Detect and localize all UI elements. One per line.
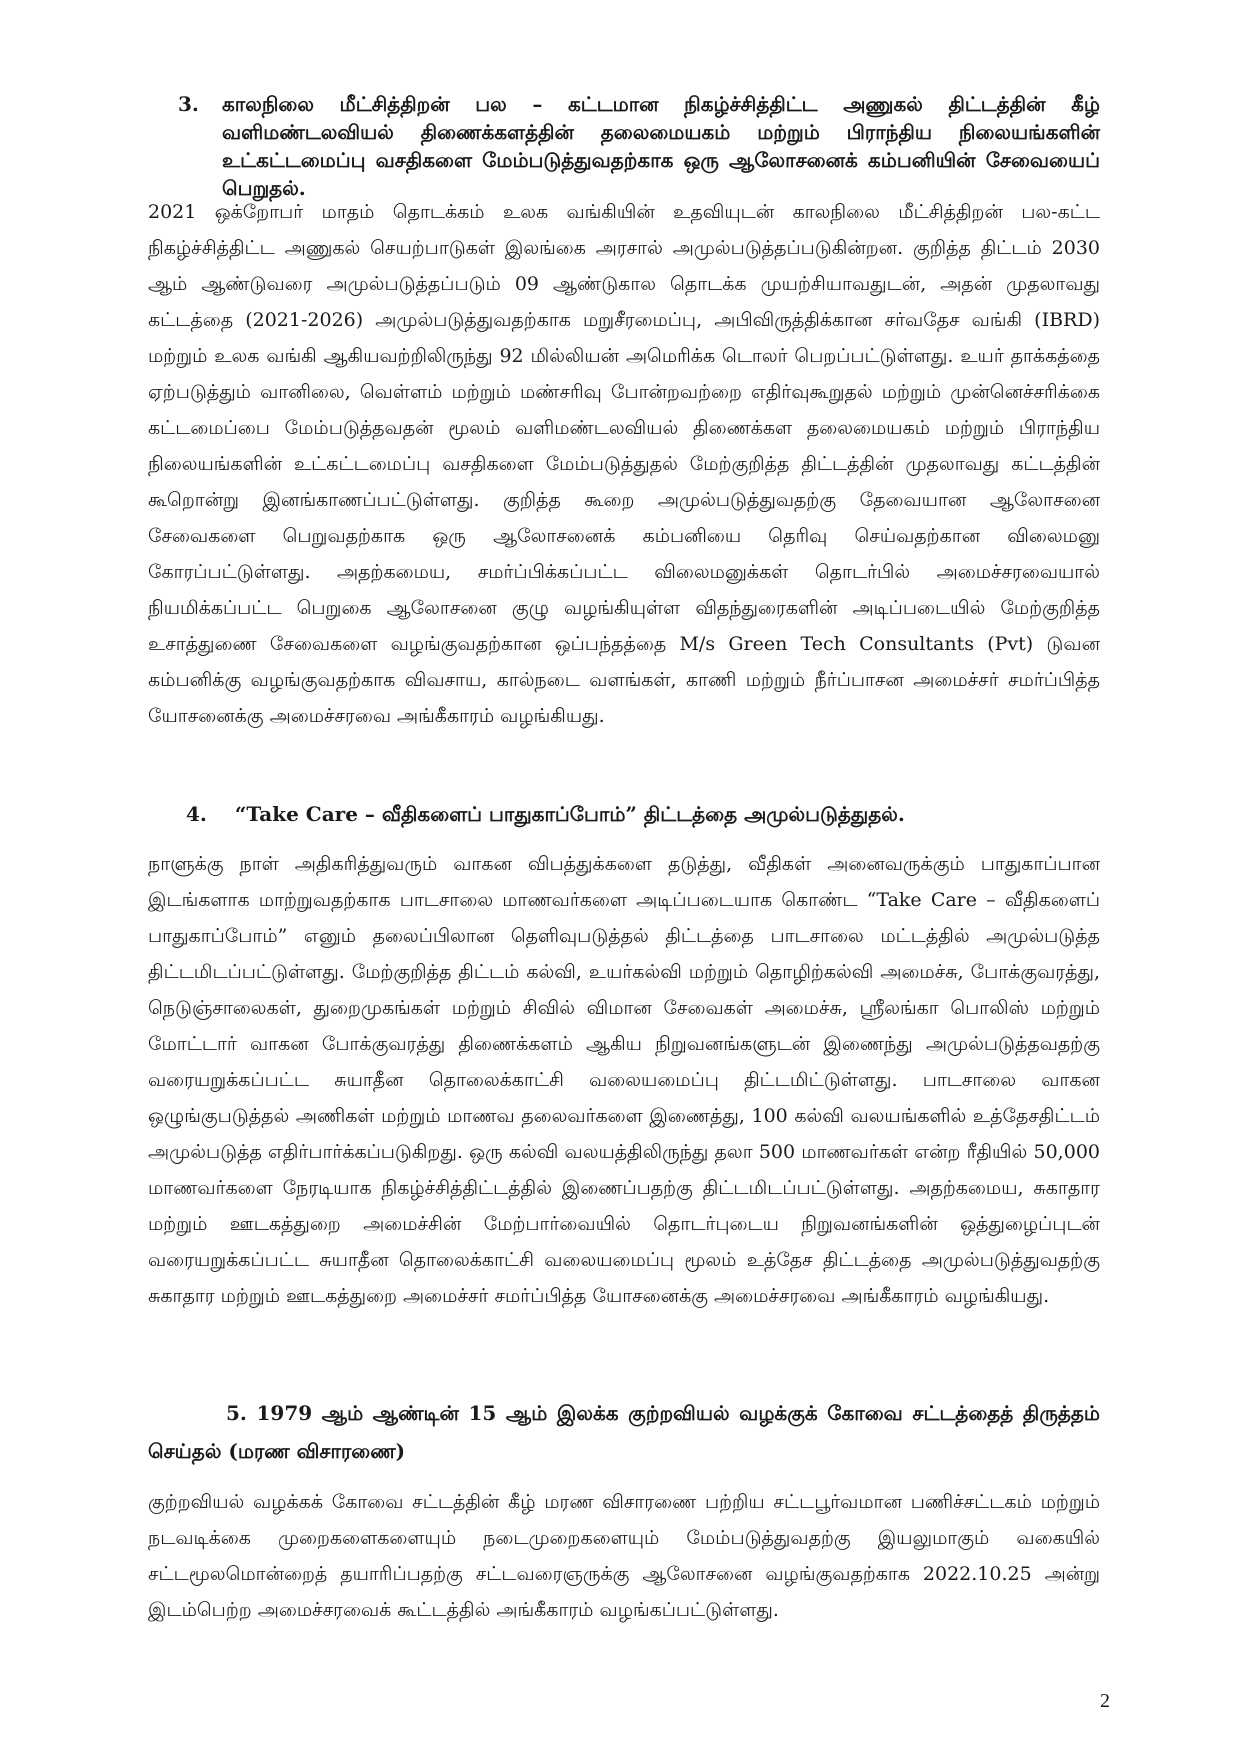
page-number: 2 <box>1100 1690 1110 1712</box>
section-5-heading <box>148 1394 1100 1470</box>
section-5-number: 5. <box>226 1401 247 1425</box>
section-3-heading <box>178 90 1100 202</box>
section-3-title: காலநிலை மீட்சித்திறன் பல – கட்டமான நிகழ்ச்சித்திட்ட அணுகல் திட்டத்தின் கீழ் வளிமண்டலவியல் திணைக்களத்தின் தலைமையகம் மற்றும் பிராந்திய நிலையங்களின் உட்கட்டமைப்பு வசதிகளை மேம்படுத்துவதற்காக ஒரு ஆலோசனைக் கம்பனியின் சேவையைப் பெறுதல். <box>222 92 1100 200</box>
section-3-number: 3. <box>178 92 199 116</box>
section-5-body: குற்றவியல் வழக்கக் கோவை சட்டத்தின் கீழ் மரண விசாரணை பற்றிய சட்டபூர்வமான பணிச்சட்டகம் மற்றும் நடவடிக்கை முறைகளைகளையும் நடைமுறைகளையும் மேம்படுத்துவதற்கு இயலுமாகும் வகையில் சட்டமூலமொன்றைத் தயாரிப்பதற்கு சட்டவரைஞருக்கு ஆலோசனை வழங்குவதற்காக 2022.10.25 அன்று இடம்பெற்ற அமைச்சரவைக் கூட்டத்தில் அங்கீகாரம் வழங்கப்பட்டுள்ளது. <box>148 1491 1100 1621</box>
section-4-title: “Take Care – வீதிகளைப் பாதுகாப்போம்” திட்டத்தை அமுல்படுத்துதல். <box>234 802 905 826</box>
section-4-heading <box>186 794 1100 834</box>
section-5-title: 1979 ஆம் ஆண்டின் 15 ஆம் இலக்க குற்றவியல் வழக்குக் கோவை சட்டத்தைத் திருத்தம் செய்தல் (மரண விசாரணை) <box>148 1401 1101 1463</box>
section-4-body: நாளுக்கு நாள் அதிகரித்துவரும் வாகன விபத்துக்களை தடுத்து, வீதிகள் அனைவருக்கும் பாதுகாப்பான இடங்களாக மாற்றுவதற்காக பாடசாலை மாணவர்களை அடிப்படையாக கொண்ட “Take Care – வீதிகளைப் பாதுகாப்போம்” எனும் தலைப்பிலான தெளிவுபடுத்தல் திட்டத்தை பாடசாலை மட்டத்தில் அமுல்படுத்த திட்டமிடப்பட்டுள்ளது. மேற்குறித்த திட்டம் கல்வி, உயர்கல்வி மற்றும் தொழிற்கல்வி அமைச்சு, போக்குவரத்து, நெடுஞ்சாலைகள், துறைமுகங்கள் மற்றும் சிவில் விமான சேவைகள் அமைச்சு, ஸ்ரீலங்கா பொலிஸ் மற்றும் மோட்டார் வாகன போக்குவரத்து திணைக்களம் ஆகிய நிறுவனங்களுடன் இணைந்து அமுல்படுத்தவதற்கு வரையறுக்கப்பட்ட சுயாதீன தொலைக்காட்சி வலையமைப்பு திட்டமிட்டுள்ளது. பாடசாலை வாகன ஒழுங்குபடுத்தல் அணிகள் மற்றும் மாணவ தலைவர்களை இணைத்து, 100 கல்வி வலயங்களில் உத்தேசதிட்டம் அமுல்படுத்த எதிர்பார்க்கப்படுகிறது. ஒரு கல்வி வலயத்திலிருந்து தலா 500 மாணவர்கள் என்ற ரீதியில் 50,000 மாணவர்களை நேரடியாக நிகழ்ச்சித்திட்டத்தில் இணைப்பதற்கு திட்டமிடப்பட்டுள்ளது. அதற்கமைய, சுகாதார மற்றும் ஊடகத்துறை அமைச்சின் மேற்பார்வையில் தொடர்புடைய நிறுவனங்களின் ஒத்துழைப்புடன் வரையறுக்கப்பட்ட சுயாதீன தொலைக்காட்சி வலையமைப்பு மூலம் உத்தேச திட்டத்தை அமுல்படுத்துவதற்கு சுகாதார மற்றும் ஊடகத்துறை அமைச்சர் சமர்ப்பித்த யோசனைக்கு அமைச்சரவை அங்கீகாரம் வழங்கியது. <box>148 853 1101 1307</box>
section-3-body: 2021 ஒக்றோபர் மாதம் தொடக்கம் உலக வங்கியின் உதவியுடன் காலநிலை மீட்சித்திறன் பல-கட்ட நிகழ்ச்சித்திட்ட அணுகல் செயற்பாடுகள் இலங்கை அரசால் அமுல்படுத்தப்படுகின்றன. குறித்த திட்டம் 2030 ஆம் ஆண்டுவரை அமுல்படுத்தப்படும் 09 ஆண்டுகால தொடக்க முயற்சியாவதுடன், அதன் முதலாவது கட்டத்தை (2021-2026) அமுல்படுத்துவதற்காக மறுசீரமைப்பு, அபிவிருத்திக்கான சர்வதேச வங்கி (IBRD) மற்றும் உலக வங்கி ஆகியவற்றிலிருந்து 92 மில்லியன் அமெரிக்க டொலர் பெறப்பட்டுள்ளது. உயர் தாக்கத்தை ஏற்படுத்தும் வானிலை, வெள்ளம் மற்றும் மண்சரிவு போன்றவற்றை எதிர்வுகூறுதல் மற்றும் முன்னெச்சரிக்கை கட்டமைப்பை மேம்படுத்தவதன் மூலம் வளிமண்டலவியல் திணைக்கள தலைமையகம் மற்றும் பிராந்திய நிலையங்களின் உட்கட்டமைப்பு வசதிகளை மேம்படுத்துதல் மேற்குறித்த திட்டத்தின் முதலாவது கட்டத்தின் கூறொன்று இனங்காணப்பட்டுள்ளது. குறித்த கூறை அமுல்படுத்துவதற்கு தேவையான ஆலோசனை சேவைகளை பெறுவதற்காக ஒரு ஆலோசனைக் கம்பனியை தெரிவு செய்வதற்கான விலைமனு கோரப்பட்டுள்ளது. அதற்கமைய, சமர்ப்பிக்கப்பட்ட விலைமனுக்கள் தொடர்பில் அமைச்சரவையால் நியமிக்கப்பட்ட பெறுகை ஆலோசனை குழு வழங்கியுள்ள விதந்துரைகளின் அடிப்படையில் மேற்குறித்த உசாத்துணை சேவைகளை வழங்குவதற்கான ஒப்பந்தத்தை M/s Green Tech Consultants (Pvt) டுவன கம்பனிக்கு வழங்குவதற்காக விவசாய, கால்நடை வளங்கள், காணி மற்றும் நீர்ப்பாசன அமைச்சர் சமர்ப்பித்த யோசனைக்கு அமைச்சரவை அங்கீகாரம் வழங்கியது. <box>148 201 1101 727</box>
section-4-number: 4. <box>186 802 207 826</box>
